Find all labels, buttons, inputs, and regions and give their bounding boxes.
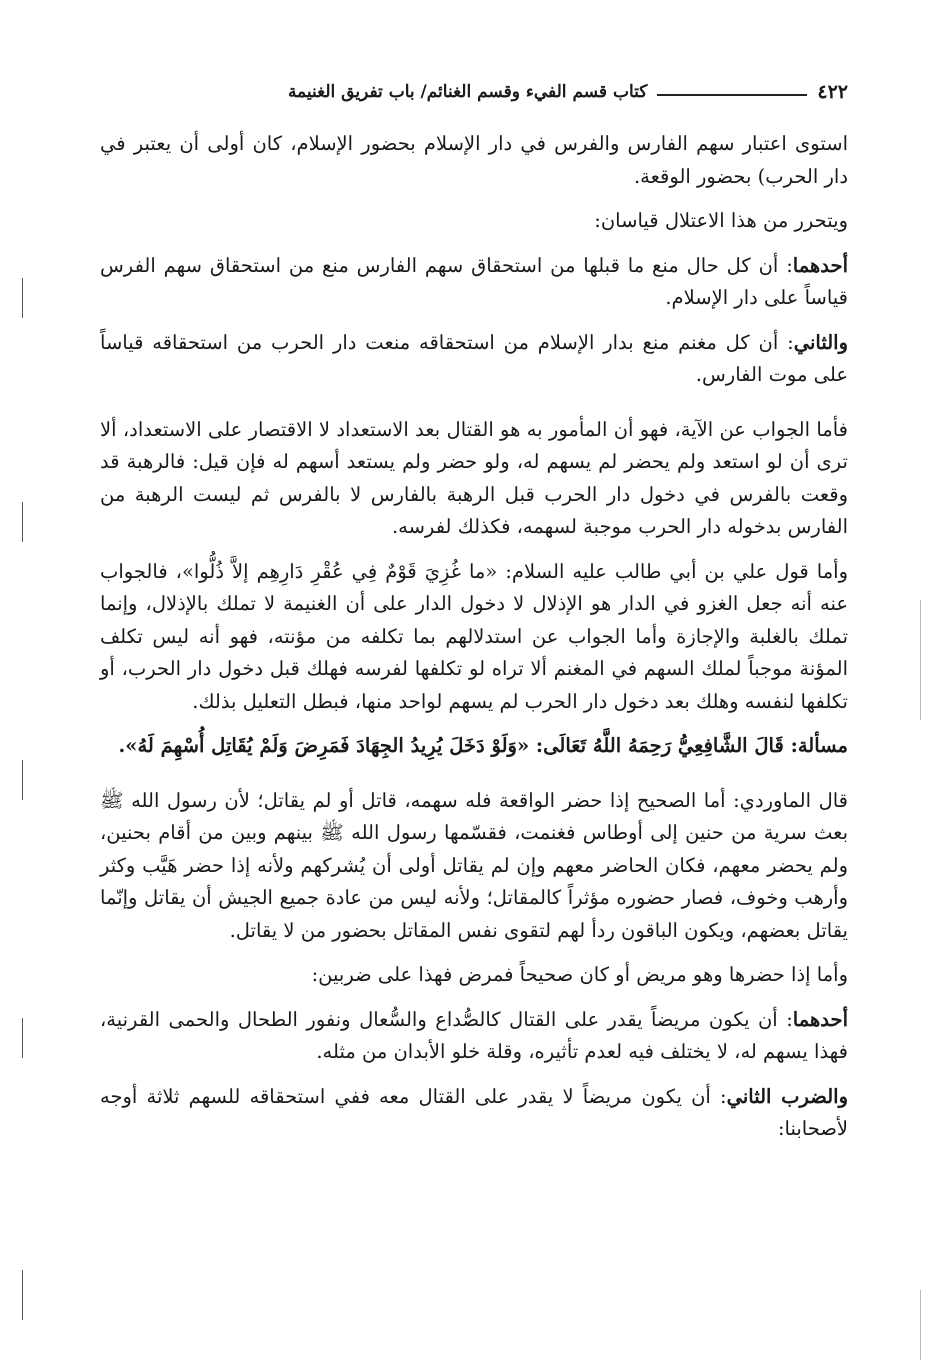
- header-rule: [657, 94, 807, 96]
- masala-paragraph: [100, 730, 848, 763]
- paragraph-text: : أن يكون مريضاً يقدر على القتال كالصُّداع والسُّعال ونفور الطحال والحمى القرنية، فهذا يسهم له، لا يختلف فيه لعدم تأثيره، وقلة خلو الأبدان من مثله.: [100, 1007, 848, 1063]
- paragraph-text: : أن يكون مريضاً لا يقدر على القتال معه ففي استحقاقه للسهم ثلاثة أوجه لأصحابنا:: [100, 1084, 848, 1140]
- paragraph-text: وأما إذا حضرها وهو مريض أو كان صحيحاً فمرض فهذا على ضربين:: [311, 963, 848, 986]
- scan-margin-mark: [22, 502, 23, 542]
- page-body: [100, 128, 848, 1158]
- scan-margin-mark: [22, 1270, 23, 1320]
- paragraph-text: : أن كل حال منع ما قبلها من استحقاق سهم الفارس منع من استحقاق سهم الفرس قياساً على دار الإسلام.: [100, 253, 848, 309]
- paragraph-text: وأما قول علي بن أبي طالب عليه السلام: «ما غُزِيَ قَوْمٌ فِي عُقْرِ دَارِهِم إلاَّ ذُلُّوا»، فالجواب عنه أنه جعل الغزو في الدار هو الإذلال لا دخول الدار على أن الغنيمة لا تملك بالإذلال، وإنما تملك بالغلبة والإجازة وأما الجواب عن استدلالهم بما تكلفه من مؤنته، فهو أنه ليس تكلف المؤنة موجباً لملك السهم في المغنم ألا تراه لو تكلفها لفرسه فهلك قبل دخول دار الحرب، أو تكلفها لنفسه وهلك بعد دخول دار الحرب لم يسهم لواحد منها، فبطل التعليل بذلك.: [100, 559, 848, 713]
- paragraph-text: : قَالَ الشَّافِعِيُّ رَحِمَهُ اللَّهُ تَعَالَى: «وَلَوْ دَخَلَ يُرِيدُ الجِهَادَ فَمَرِضَ وَلَمْ يُقَاتِل أُسْهِمَ لَهُ».: [118, 734, 798, 757]
- running-title: كتاب قسم الفيء وقسم الغنائم/ باب تفريق الغنيمة: [287, 82, 648, 102]
- paragraph-lead: والثاني: [793, 330, 848, 354]
- paragraph: [100, 327, 848, 392]
- paragraph-lead: أحدهما: [792, 1007, 848, 1031]
- paragraph: [100, 959, 848, 992]
- paragraph: [100, 250, 848, 315]
- paragraph-lead: مسألة: [797, 734, 848, 757]
- page-header: [100, 78, 848, 106]
- paragraph-text: استوى اعتبار سهم الفارس والفرس في دار الإسلام بحضور الإسلام، كان أولى أن يعتبر في دار الحرب) بحضور الوقعة.: [100, 132, 848, 188]
- page-number: ٤٢٢: [817, 81, 848, 103]
- scan-margin-mark: [22, 1018, 23, 1058]
- paragraph-text: : أن كل مغنم منع بدار الإسلام من استحقاقه منعت دار الحرب من استحقاقه قياساً على موت الفارس.: [100, 330, 848, 386]
- paragraph: [100, 785, 848, 948]
- scan-edge-shadow: [920, 600, 921, 720]
- paragraph: [100, 556, 848, 719]
- paragraph-lead: أحدهما: [792, 253, 848, 277]
- paragraph-text: قال الماوردي: أما الصحيح إذا حضر الواقعة فله سهمه، قاتل أو لم يقاتل؛ لأن رسول الله ﷺ بعث سرية من حنين إلى أوطاس فغنمت، فقسّمها رسول الله ﷺ بينهم وبين من أقام بحنين، ولم يحضر معهم، فكان الحاضر معهم وإن لم يقاتل أولى أن يُشركهم ولأنه إذا حضر هَيَّب وكثر وأرهب وخوف، فصار حضوره مؤثراً كالمقاتل؛ ولأنه ليس من عادة جميع الجيش أن يقاتل وإنّما يقاتل بعضهم، ويكون الباقون ردأ لهم لتقوى نفس المقاتل بحضور من لا يقاتل.: [100, 788, 848, 942]
- paragraph: [100, 1004, 848, 1069]
- paragraph-text: فأما الجواب عن الآية، فهو أن المأمور به هو القتال بعد الاستعداد لا الاقتصار على الاستعداد، ألا ترى أن لو استعد ولم يحضر لم يسهم له، ولو حضر ولم يستعد أسهم له فإن قيل: فالرهبة قد وقعت بالفرس في دخول دار الحرب قبل الرهبة بالفارس لا بالفرس ثم ليست الرهبة من الفارس بدخوله دار الحرب موجبة لسهمه، فكذلك لفرسه.: [100, 417, 848, 538]
- paragraph-lead: والضرب الثاني: [726, 1084, 848, 1108]
- paragraph-text: ويتحرر من هذا الاعتلال قياسان:: [594, 209, 848, 232]
- scan-edge-shadow: [920, 1290, 921, 1360]
- scan-margin-mark: [22, 278, 23, 318]
- paragraph: [100, 128, 848, 193]
- scan-margin-mark: [22, 760, 23, 800]
- paragraph: [100, 1081, 848, 1146]
- paragraph: [100, 205, 848, 238]
- paragraph: [100, 414, 848, 544]
